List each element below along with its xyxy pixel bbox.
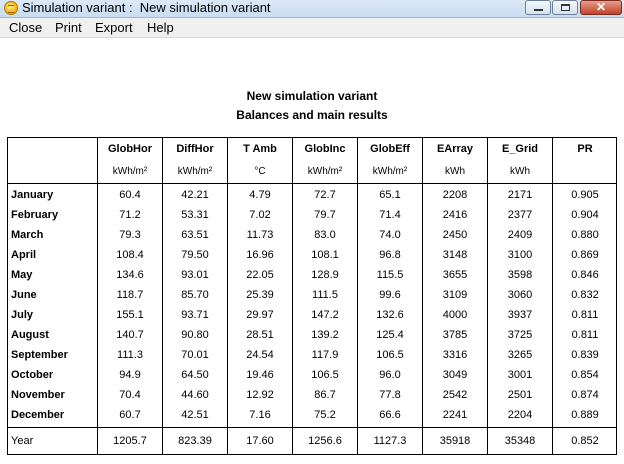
total-cell: 823.39 xyxy=(178,435,212,447)
table-cell: 42.21 xyxy=(181,189,209,201)
table-cell: 117.9 xyxy=(311,349,339,361)
column-unit: °C xyxy=(254,166,266,177)
maximize-button[interactable] xyxy=(552,0,578,15)
table-cell: 22.05 xyxy=(246,269,274,281)
table-cell: 70.4 xyxy=(119,389,141,401)
table-cell: 106.5 xyxy=(311,369,339,381)
column-header: DiffHor xyxy=(176,143,214,155)
column-unit: kWh/m² xyxy=(112,166,148,177)
column-header: EArray xyxy=(436,143,474,155)
table-cell: 2377 xyxy=(507,209,533,221)
row-label: November xyxy=(11,389,65,401)
table-cell: 0.811 xyxy=(571,309,599,321)
table-cell: 72.7 xyxy=(314,189,336,201)
table-cell: 77.8 xyxy=(379,389,401,401)
total-cell: 0.852 xyxy=(571,435,599,447)
row-label: October xyxy=(11,369,54,381)
column-unit: kWh xyxy=(445,166,465,177)
table-cell: 63.51 xyxy=(181,229,209,241)
menu-close[interactable]: Close xyxy=(9,20,43,35)
table-cell: 125.4 xyxy=(376,329,404,341)
table-cell: 111.5 xyxy=(312,289,338,301)
total-cell: 1256.6 xyxy=(308,435,342,447)
menu-help[interactable]: Help xyxy=(147,20,174,35)
table-cell: 11.73 xyxy=(246,229,274,241)
column-header: T Amb xyxy=(243,143,277,155)
table-cell: 2416 xyxy=(442,209,468,221)
table-cell: 2501 xyxy=(507,389,533,401)
table-cell: 70.01 xyxy=(181,349,209,361)
row-label: June xyxy=(11,289,37,301)
table-cell: 108.4 xyxy=(116,249,144,261)
table-cell: 96.8 xyxy=(379,249,401,261)
table-cell: 3725 xyxy=(507,329,533,341)
menu-export[interactable]: Export xyxy=(95,20,133,35)
table-cell: 53.31 xyxy=(181,209,209,221)
app-icon xyxy=(4,1,18,15)
table-cell: 75.2 xyxy=(314,409,336,421)
close-window-button[interactable] xyxy=(580,0,622,15)
minimize-button[interactable] xyxy=(525,0,551,15)
table-cell: 0.869 xyxy=(571,249,599,261)
table-cell: 71.2 xyxy=(119,209,141,221)
table-cell: 79.50 xyxy=(181,249,209,261)
table-cell: 0.889 xyxy=(571,409,599,421)
row-label: July xyxy=(11,309,34,321)
column-unit: kWh/m² xyxy=(177,166,213,177)
table-cell: 28.51 xyxy=(246,329,274,341)
table-cell: 3060 xyxy=(507,289,533,301)
table-cell: 132.6 xyxy=(376,309,404,321)
column-header: GlobInc xyxy=(304,143,346,155)
table-cell: 12.92 xyxy=(246,389,274,401)
table-cell: 74.0 xyxy=(379,229,401,241)
table-cell: 44.60 xyxy=(181,389,209,401)
menu-bar xyxy=(0,18,624,38)
window-title: Simulation variant : New simulation variant xyxy=(22,0,271,15)
row-label: August xyxy=(11,329,49,341)
column-unit: kWh/m² xyxy=(372,166,408,177)
table-cell: 66.6 xyxy=(379,409,401,421)
table-cell: 3265 xyxy=(507,349,533,361)
table-cell: 118.7 xyxy=(116,289,144,301)
table-cell: 140.7 xyxy=(116,329,144,341)
table-cell: 0.832 xyxy=(571,289,599,301)
table-cell: 86.7 xyxy=(314,389,336,401)
table-cell: 4.79 xyxy=(249,189,271,201)
table-cell: 94.9 xyxy=(119,369,141,381)
table-cell: 0.839 xyxy=(571,349,599,361)
total-cell: 17.60 xyxy=(246,435,274,447)
row-label: April xyxy=(11,249,37,261)
table-cell: 134.6 xyxy=(116,269,144,281)
table-cell: 3937 xyxy=(507,309,533,321)
table-cell: 79.7 xyxy=(314,209,336,221)
column-header: E_Grid xyxy=(501,143,539,155)
table-cell: 155.1 xyxy=(116,309,144,321)
table-cell: 7.16 xyxy=(249,409,271,421)
table-cell: 29.97 xyxy=(246,309,274,321)
table-cell: 16.96 xyxy=(246,249,274,261)
table-cell: 85.70 xyxy=(181,289,209,301)
menu-print[interactable]: Print xyxy=(55,20,82,35)
table-cell: 3655 xyxy=(442,269,468,281)
table-cell: 25.39 xyxy=(246,289,274,301)
column-unit: kWh/m² xyxy=(307,166,343,177)
table-cell: 2450 xyxy=(442,229,468,241)
total-row-label: Year xyxy=(11,435,34,447)
table-cell: 3148 xyxy=(442,249,468,261)
table-cell: 93.71 xyxy=(181,309,209,321)
total-cell: 1205.7 xyxy=(113,435,147,447)
total-cell: 35348 xyxy=(504,435,536,447)
table-cell: 3109 xyxy=(442,289,468,301)
row-divider xyxy=(7,427,617,428)
table-cell: 99.6 xyxy=(379,289,401,301)
table-cell: 93.01 xyxy=(181,269,209,281)
table-cell: 2171 xyxy=(507,189,533,201)
table-cell: 7.02 xyxy=(249,209,271,221)
row-label: February xyxy=(11,209,59,221)
table-cell: 115.5 xyxy=(376,269,404,281)
report-subtitle: Balances and main results xyxy=(236,108,388,122)
table-cell: 108.1 xyxy=(311,249,339,261)
row-label: September xyxy=(11,349,68,361)
table-cell: 4000 xyxy=(442,309,468,321)
column-unit: kWh xyxy=(510,166,530,177)
row-label: May xyxy=(11,269,33,281)
table-cell: 111.3 xyxy=(117,349,143,361)
table-cell: 0.874 xyxy=(571,389,599,401)
column-header: PR xyxy=(577,143,593,155)
table-cell: 2409 xyxy=(507,229,533,241)
table-cell: 0.846 xyxy=(571,269,599,281)
table-cell: 147.2 xyxy=(311,309,339,321)
table-cell: 106.5 xyxy=(376,349,404,361)
table-cell: 3785 xyxy=(442,329,468,341)
table-cell: 3100 xyxy=(507,249,533,261)
table-cell: 139.2 xyxy=(311,329,339,341)
table-cell: 65.1 xyxy=(379,189,401,201)
table-cell: 96.0 xyxy=(379,369,401,381)
table-cell: 3001 xyxy=(507,369,533,381)
table-cell: 42.51 xyxy=(181,409,209,421)
row-label: December xyxy=(11,409,65,421)
table-cell: 2208 xyxy=(442,189,468,201)
table-cell: 90.80 xyxy=(181,329,209,341)
table-cell: 79.3 xyxy=(119,229,141,241)
column-header: GlobHor xyxy=(108,143,152,155)
table-cell: 83.0 xyxy=(314,229,336,241)
table-cell: 24.54 xyxy=(246,349,274,361)
table-cell: 60.4 xyxy=(119,189,141,201)
table-cell: 60.7 xyxy=(119,409,141,421)
table-cell: 0.854 xyxy=(571,369,599,381)
table-cell: 2204 xyxy=(507,409,533,421)
table-cell: 64.50 xyxy=(181,369,209,381)
total-cell: 35918 xyxy=(439,435,471,447)
report-title: New simulation variant xyxy=(246,89,378,103)
table-cell: 128.9 xyxy=(311,269,339,281)
title-bar xyxy=(0,0,624,18)
table-cell: 3598 xyxy=(507,269,533,281)
row-label: January xyxy=(11,189,54,201)
table-cell: 0.905 xyxy=(571,189,599,201)
table-cell: 71.4 xyxy=(379,209,401,221)
table-cell: 0.880 xyxy=(571,229,599,241)
table-cell: 0.811 xyxy=(571,329,599,341)
table-cell: 0.904 xyxy=(571,209,599,221)
total-cell: 1127.3 xyxy=(373,435,407,447)
table-cell: 3316 xyxy=(442,349,468,361)
column-header: GlobEff xyxy=(370,143,410,155)
row-label: March xyxy=(11,229,44,241)
close-icon: ✕ xyxy=(595,0,607,14)
table-cell: 2542 xyxy=(442,389,468,401)
row-divider xyxy=(7,183,617,184)
table-cell: 2241 xyxy=(442,409,468,421)
table-cell: 19.46 xyxy=(246,369,274,381)
table-cell: 3049 xyxy=(442,369,468,381)
